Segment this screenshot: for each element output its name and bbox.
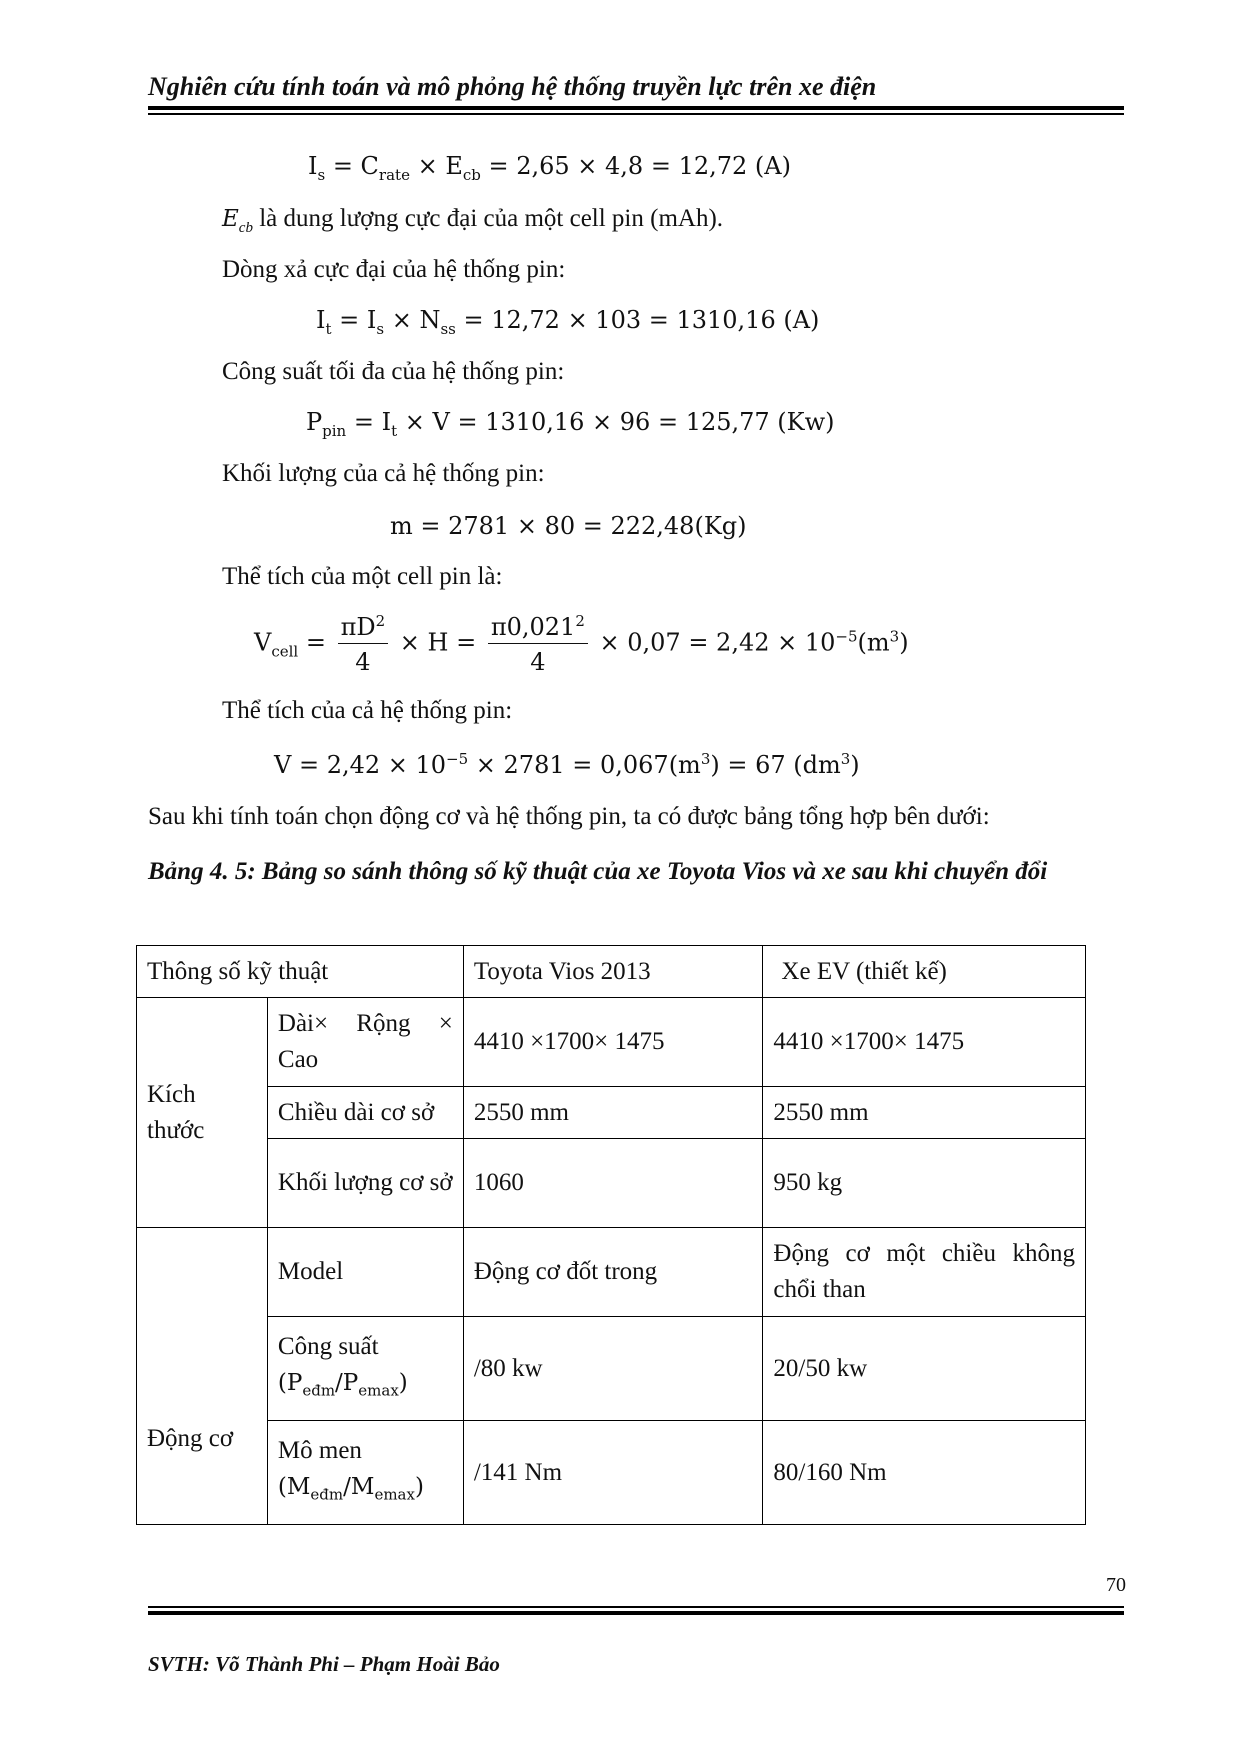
equation-mass: m = 2781 × 80 = 222,48(Kg) <box>390 512 747 540</box>
cell-vios: 2550 mm <box>463 1087 763 1139</box>
header-rule-thin <box>148 113 1124 115</box>
equation-it: $I_t = I_s \times N_{ss} = 12,72 \times 103 = 1310,16$ (A) <box>316 306 820 338</box>
row-label-text: Mô men <box>277 1436 362 1464</box>
cell-vios: Động cơ đốt trong <box>463 1228 763 1317</box>
paragraph-cong-suat: Công suất tối đa của hệ thống pin: <box>222 358 565 385</box>
row-label-formula: $(P_{eđm}/P_{emax})$ <box>277 1369 408 1400</box>
paragraph-khoi-luong: Khối lượng của cả hệ thống pin: <box>222 460 545 487</box>
table-row <box>137 1228 1086 1317</box>
cell-ev: 950 kg <box>763 1139 1086 1228</box>
footer-authors: SVTH: Võ Thành Phi – Phạm Hoài Bảo <box>148 1652 500 1676</box>
row-label: Chiều dài cơ sở <box>267 1087 463 1139</box>
row-label: Dài× Rộng × Cao <box>267 998 463 1087</box>
cell-ev: 20/50 kw <box>763 1317 1086 1421</box>
table-row <box>137 1317 1086 1421</box>
paragraph-the-tich-cell: Thể tích của một cell pin là: <box>222 563 503 590</box>
equation-volume-total: $V = 2,42 \times 10^{-5} \times 2781 = 0,067(m^3) = 67$ $(dm^3)$ <box>274 750 860 779</box>
cell-ev: 2550 mm <box>763 1087 1086 1139</box>
row-label-text: Công suất <box>277 1332 379 1360</box>
cell-ev: 4410 ×1700× 1475 <box>763 998 1086 1087</box>
header-thong-so: Thông số kỹ thuật <box>137 946 464 998</box>
table-row <box>137 998 1086 1087</box>
page-number: 70 <box>1106 1574 1126 1596</box>
row-label: Khối lượng cơ sở <box>267 1139 463 1228</box>
cell-vios: /141 Nm <box>463 1421 763 1525</box>
paragraph-sau-khi: Sau khi tính toán chọn động cơ và hệ thống pin, ta có được bảng tổng hợp bên dưới: <box>148 803 990 830</box>
page-header-title: Nghiên cứu tính toán và mô phỏng hệ thống truyền lực trên xe điện <box>148 72 877 101</box>
footer-rule-thick <box>148 1611 1124 1615</box>
cell-vios: 4410 ×1700× 1475 <box>463 998 763 1087</box>
table-row <box>137 1421 1086 1525</box>
ecb-description: $E_{cb}$ là dung lượng cực đại của một cell pin (mAh). <box>222 205 724 236</box>
group-dong-co: Động cơ <box>137 1228 268 1525</box>
paragraph-dong-xa: Dòng xả cực đại của hệ thống pin: <box>222 256 566 283</box>
header-xe-ev: Xe EV (thiết kế) <box>763 946 1086 998</box>
table-caption: Bảng 4. 5: Bảng so sánh thông số kỹ thuật của xe Toyota Vios và xe sau khi chuyển đổi <box>148 858 1048 885</box>
row-label <box>267 1317 463 1421</box>
equation-vcell: $V_{cell}$ = $\frac{\pi D^2}{4}$ × H = $\frac{\pi 0,021^2}{4}$ × $0,07 = 2,42 \times 10^{-5}(m^3)$ <box>254 612 909 676</box>
fraction-pi-0021: $\frac{\pi 0,021^2}{4}$ <box>488 612 588 676</box>
footer-rule-thin <box>148 1606 1124 1608</box>
cell-vios: 1060 <box>463 1139 763 1228</box>
equation-ppin: $P_{pin} = I_t \times V = 1310,16 \times 96 = 125,77$ (Kw) <box>306 408 835 440</box>
header-toyota-vios: Toyota Vios 2013 <box>463 946 763 998</box>
row-label <box>267 1421 463 1525</box>
fraction-pi-d2: $\frac{\pi D^2}{4}$ <box>338 612 389 676</box>
spec-comparison-table <box>136 945 1086 1525</box>
table-header-row <box>137 946 1086 998</box>
table-row <box>137 1087 1086 1139</box>
cell-ev: Động cơ một chiều không chổi than <box>763 1228 1086 1317</box>
equation-is: $I_s = C_{rate} \times E_{cb} = 2,65 \times 4,8 = 12,72$ (A) <box>308 152 791 184</box>
row-label-formula: $(M_{eđm}/M_{emax})$ <box>277 1473 424 1504</box>
paragraph-the-tich-he: Thể tích của cả hệ thống pin: <box>222 697 513 724</box>
group-kich-thuoc: Kích thước <box>137 998 268 1228</box>
cell-vios: /80 kw <box>463 1317 763 1421</box>
header-rule-thick <box>148 106 1124 110</box>
row-label: Model <box>267 1228 463 1317</box>
cell-ev: 80/160 Nm <box>763 1421 1086 1525</box>
table-row <box>137 1139 1086 1228</box>
